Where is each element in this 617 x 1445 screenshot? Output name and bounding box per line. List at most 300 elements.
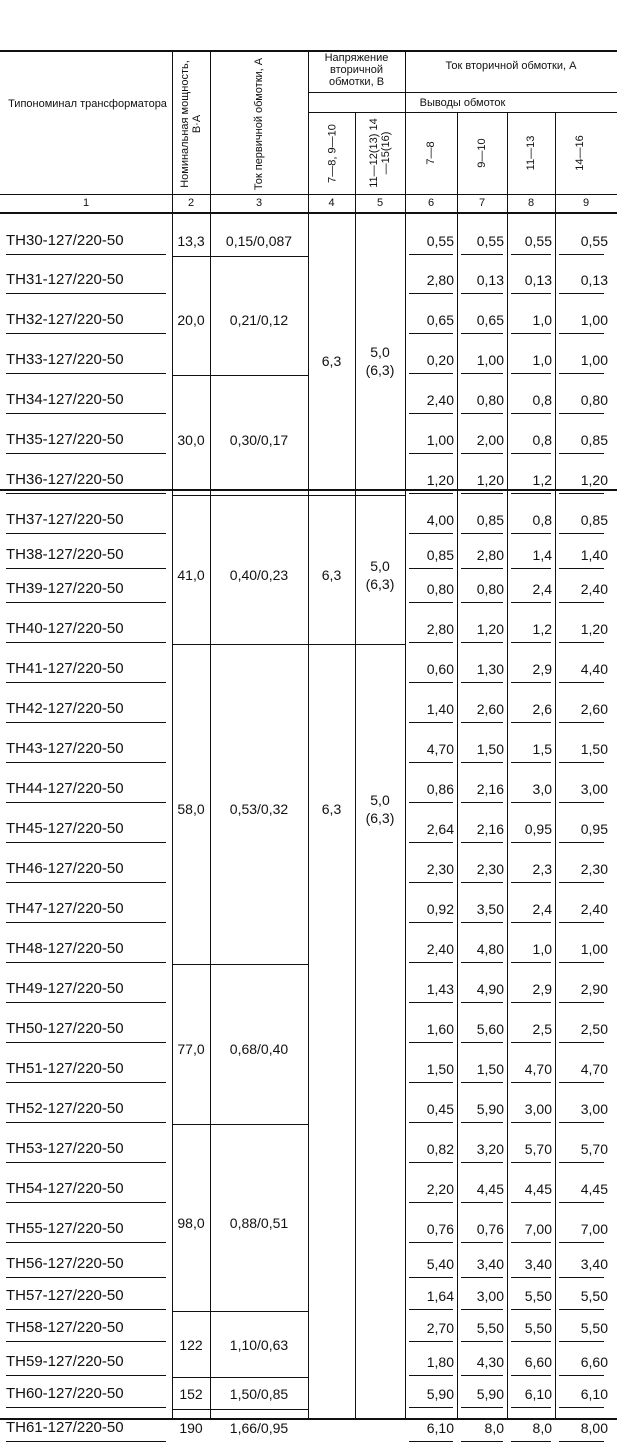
group-primary-current: 0,30/0,17 — [229, 432, 289, 448]
row-cell-rule — [409, 1277, 453, 1278]
row-cell-rule — [461, 293, 503, 294]
row-underline — [6, 293, 166, 294]
row-current-col9: 2,30 — [580, 861, 608, 877]
row-current-col7: 0,80 — [476, 392, 504, 408]
row-current-col7: 1,00 — [476, 352, 504, 368]
terminal-pair-8: 11—13 — [525, 135, 537, 171]
row-current-col8: 5,70 — [524, 1141, 552, 1157]
row-current-col9: 4,40 — [580, 661, 608, 677]
row-current-col9: 0,85 — [580, 512, 608, 528]
row-type-name: ТН51-127/220-50 — [6, 1060, 124, 1077]
row-cell-rule — [461, 1309, 503, 1310]
row-current-col7: 0,85 — [476, 512, 504, 528]
row-current-col9: 6,10 — [580, 1386, 608, 1402]
group-primary-current: 0,40/0,23 — [229, 566, 289, 583]
row-current-col6: 1,64 — [426, 1288, 454, 1304]
row-cell-rule — [409, 1341, 453, 1342]
row-current-col7: 1,50 — [476, 741, 504, 757]
row-cell-rule — [511, 373, 551, 374]
row-cell-rule — [409, 1202, 453, 1203]
row-cell-rule — [511, 1002, 551, 1003]
row-type-name: ТН49-127/220-50 — [6, 980, 124, 997]
row-current-col9: 4,70 — [580, 1061, 608, 1077]
row-cell-rule — [409, 453, 453, 454]
row-type-name: ТН61-127/220-50 — [6, 1419, 124, 1436]
secondary-voltage-4: 6,3 — [321, 566, 342, 583]
row-current-col6: 2,30 — [426, 861, 454, 877]
secondary-voltage-4: 6,3 — [321, 801, 342, 817]
row-current-col8: 6,60 — [524, 1354, 552, 1370]
row-current-col8: 6,10 — [524, 1386, 552, 1402]
row-current-col9: 2,60 — [580, 701, 608, 717]
row-type-name: ТН55-127/220-50 — [6, 1220, 124, 1237]
row-underline — [6, 1309, 166, 1310]
group-separator — [172, 1311, 308, 1312]
row-current-col7: 2,30 — [476, 861, 504, 877]
type-column-header: Типономинал трансформатора — [8, 98, 167, 110]
row-cell-rule — [511, 842, 551, 843]
row-cell-rule — [461, 1002, 503, 1003]
row-cell-rule — [461, 413, 503, 414]
row-current-col6: 0,86 — [426, 781, 454, 797]
row-current-col6: 1,80 — [426, 1354, 454, 1370]
row-cell-rule — [409, 1375, 453, 1376]
row-cell-rule — [511, 1242, 551, 1243]
row-current-col7: 1,30 — [476, 661, 504, 677]
row-type-name: ТН48-127/220-50 — [6, 940, 124, 957]
row-current-col6: 1,60 — [426, 1021, 454, 1037]
row-current-col6: 2,20 — [426, 1181, 454, 1197]
row-cell-rule — [511, 254, 551, 255]
row-cell-rule — [461, 682, 503, 683]
row-current-col9: 3,00 — [580, 1101, 608, 1117]
row-cell-rule — [409, 533, 453, 534]
row-cell-rule — [511, 568, 551, 569]
row-current-col9: 1,00 — [580, 352, 608, 368]
row-cell-rule — [511, 1122, 551, 1123]
row-current-col8: 4,45 — [524, 1181, 552, 1197]
row-cell-rule — [461, 1202, 503, 1203]
row-current-col7: 5,90 — [476, 1386, 504, 1402]
terminal-pair-7: 9—10 — [476, 138, 488, 168]
row-current-col9: 5,70 — [580, 1141, 608, 1157]
row-current-col6: 0,92 — [426, 901, 454, 917]
secondary-current-header: Ток вторичной обмотки, А — [445, 60, 577, 72]
group-power: 58,0 — [177, 801, 205, 817]
row-type-name: ТН38-127/220-50 — [6, 546, 124, 563]
row-current-col8: 1,2 — [532, 472, 552, 488]
row-type-name: ТН45-127/220-50 — [6, 820, 124, 837]
row-current-col8: 0,8 — [532, 392, 552, 408]
group-separator — [172, 1124, 308, 1125]
row-underline — [6, 533, 166, 534]
row-cell-rule — [409, 1122, 453, 1123]
row-cell-rule — [409, 1002, 453, 1003]
row-current-col9: 4,45 — [580, 1181, 608, 1197]
row-cell-rule — [559, 962, 604, 963]
row-cell-rule — [461, 602, 503, 603]
row-cell-rule — [559, 373, 604, 374]
row-cell-rule — [511, 1441, 551, 1442]
row-current-col6: 0,85 — [426, 547, 454, 563]
terminal-pair-5: 11—12(13) 14—15(16) — [368, 118, 392, 188]
row-current-col8: 3,00 — [524, 1101, 552, 1117]
row-type-name: ТН39-127/220-50 — [6, 580, 124, 597]
row-current-col7: 4,90 — [476, 981, 504, 997]
row-cell-rule — [409, 568, 453, 569]
row-cell-rule — [559, 1242, 604, 1243]
column-number-1: 1 — [82, 197, 90, 209]
row-cell-rule — [511, 1277, 551, 1278]
row-cell-rule — [409, 333, 453, 334]
row-current-col7: 5,60 — [476, 1021, 504, 1037]
terminal-pair-9: 14—16 — [574, 135, 586, 171]
row-type-name: ТН34-127/220-50 — [6, 391, 124, 408]
row-cell-rule — [559, 1277, 604, 1278]
row-current-col9: 0,80 — [580, 392, 608, 408]
row-cell-rule — [409, 1441, 453, 1442]
row-type-name: ТН37-127/220-50 — [6, 511, 124, 528]
row-current-col6: 1,50 — [426, 1061, 454, 1077]
row-current-col6: 2,64 — [426, 821, 454, 837]
row-cell-rule — [559, 1202, 604, 1203]
row-underline — [6, 1202, 166, 1203]
row-underline — [6, 1042, 166, 1043]
row-cell-rule — [409, 882, 453, 883]
group-primary-current: 0,21/0,12 — [229, 312, 289, 328]
row-cell-rule — [559, 1407, 604, 1408]
row-current-col6: 4,70 — [426, 741, 454, 757]
group-primary-current: 0,68/0,40 — [229, 1041, 289, 1057]
group-separator — [172, 1409, 308, 1410]
row-cell-rule — [559, 453, 604, 454]
row-underline — [6, 1242, 166, 1243]
row-cell-rule — [559, 762, 604, 763]
row-cell-rule — [461, 254, 503, 255]
row-type-name: ТН47-127/220-50 — [6, 900, 124, 917]
row-current-col8: 2,6 — [532, 701, 552, 717]
row-underline — [6, 1441, 166, 1442]
row-cell-rule — [409, 1082, 453, 1083]
row-cell-rule — [511, 1341, 551, 1342]
group-power: 20,0 — [177, 312, 205, 328]
row-type-name: ТН44-127/220-50 — [6, 780, 124, 797]
row-underline — [6, 1162, 166, 1163]
row-cell-rule — [461, 1122, 503, 1123]
row-type-name: ТН35-127/220-50 — [6, 431, 124, 448]
secondary-voltage-5-alt: (6,3) — [365, 575, 395, 592]
group-separator — [172, 256, 308, 257]
terminal-pair-6: 7—8 — [425, 141, 437, 165]
row-current-col6: 0,45 — [426, 1101, 454, 1117]
row-cell-rule — [511, 922, 551, 923]
row-current-col9: 1,50 — [580, 741, 608, 757]
row-cell-rule — [559, 1341, 604, 1342]
group-separator — [172, 644, 308, 645]
row-current-col7: 3,40 — [476, 1256, 504, 1272]
row-cell-rule — [511, 533, 551, 534]
row-current-col8: 3,0 — [532, 781, 552, 797]
row-cell-rule — [409, 962, 453, 963]
row-cell-rule — [559, 413, 604, 414]
column-number-3: 3 — [255, 197, 263, 209]
row-underline — [6, 493, 166, 494]
row-current-col6: 2,40 — [426, 941, 454, 957]
row-current-col8: 0,55 — [524, 233, 552, 249]
secondary-voltage-5: 5,0 — [370, 557, 390, 574]
terminals-header: Выводы обмоток — [419, 97, 506, 109]
row-current-col8: 2,9 — [532, 661, 552, 677]
row-underline — [6, 1122, 166, 1123]
row-current-col6: 2,40 — [426, 392, 454, 408]
row-current-col8: 5,50 — [524, 1288, 552, 1304]
group-primary-current: 1,10/0,63 — [229, 1337, 289, 1353]
row-current-col8: 2,4 — [532, 581, 552, 597]
row-current-col6: 0,55 — [426, 233, 454, 249]
row-cell-rule — [409, 1309, 453, 1310]
row-current-col7: 3,50 — [476, 901, 504, 917]
row-cell-rule — [559, 333, 604, 334]
row-cell-rule — [511, 1082, 551, 1083]
row-cell-rule — [511, 1202, 551, 1203]
row-current-col9: 5,50 — [580, 1288, 608, 1304]
row-current-col8: 8,0 — [532, 1420, 552, 1436]
row-underline — [6, 1082, 166, 1083]
row-current-col9: 2,40 — [580, 901, 608, 917]
row-cell-rule — [409, 373, 453, 374]
row-cell-rule — [409, 254, 453, 255]
terminal-pair-4: 7—8, 9—10 — [325, 123, 338, 183]
row-cell-rule — [409, 602, 453, 603]
column-number-2: 2 — [187, 197, 195, 209]
row-cell-rule — [409, 493, 453, 494]
row-current-col7: 2,16 — [476, 781, 504, 797]
row-underline — [6, 254, 166, 255]
row-cell-rule — [511, 293, 551, 294]
row-current-col7: 4,45 — [476, 1181, 504, 1197]
row-cell-rule — [461, 642, 503, 643]
row-current-col8: 1,2 — [532, 621, 552, 637]
group-power: 98,0 — [177, 1214, 205, 1231]
row-cell-rule — [461, 842, 503, 843]
row-cell-rule — [511, 962, 551, 963]
row-cell-rule — [511, 642, 551, 643]
column-border-4 — [355, 112, 356, 1418]
secondary-voltage-4: 6,3 — [321, 352, 342, 369]
row-current-col9: 0,13 — [580, 272, 608, 288]
row-current-col6: 1,43 — [426, 981, 454, 997]
row-cell-rule — [559, 602, 604, 603]
row-cell-rule — [559, 682, 604, 683]
row-cell-rule — [559, 568, 604, 569]
group-primary-current: 1,66/0,95 — [229, 1420, 289, 1436]
column-number-7: 7 — [478, 197, 486, 209]
row-current-col8: 4,70 — [524, 1061, 552, 1077]
row-underline — [6, 962, 166, 963]
row-cell-rule — [409, 1162, 453, 1163]
row-cell-rule — [559, 882, 604, 883]
row-cell-rule — [461, 533, 503, 534]
row-cell-rule — [461, 1082, 503, 1083]
row-cell-rule — [461, 568, 503, 569]
row-underline — [6, 762, 166, 763]
column-number-5: 5 — [376, 197, 384, 209]
row-type-name: ТН60-127/220-50 — [6, 1385, 124, 1402]
row-cell-rule — [511, 333, 551, 334]
row-current-col7: 0,55 — [476, 233, 504, 249]
row-current-col9: 0,55 — [580, 233, 608, 249]
row-type-name: ТН42-127/220-50 — [6, 700, 124, 717]
row-cell-rule — [511, 1162, 551, 1163]
row-underline — [6, 373, 166, 374]
row-current-col9: 3,00 — [580, 781, 608, 797]
row-current-col6: 0,80 — [426, 581, 454, 597]
row-underline — [6, 922, 166, 923]
row-underline — [6, 333, 166, 334]
row-cell-rule — [461, 1242, 503, 1243]
row-underline — [6, 413, 166, 414]
row-current-col6: 2,80 — [426, 272, 454, 288]
row-current-col8: 2,3 — [532, 861, 552, 877]
column-border-3 — [308, 50, 309, 1418]
row-cell-rule — [559, 1441, 604, 1442]
row-cell-rule — [559, 533, 604, 534]
row-current-col7: 1,50 — [476, 1061, 504, 1077]
row-current-col9: 1,20 — [580, 472, 608, 488]
group-separator — [172, 375, 308, 376]
row-underline — [6, 602, 166, 603]
group-primary-current: 0,88/0,51 — [229, 1214, 289, 1231]
row-current-col8: 0,13 — [524, 272, 552, 288]
row-underline — [6, 1407, 166, 1408]
row-cell-rule — [461, 1375, 503, 1376]
row-current-col6: 2,80 — [426, 621, 454, 637]
row-current-col6: 5,90 — [426, 1386, 454, 1402]
row-current-col8: 1,0 — [532, 312, 552, 328]
row-cell-rule — [511, 602, 551, 603]
group-power: 122 — [179, 1337, 203, 1353]
row-current-col6: 4,00 — [426, 512, 454, 528]
row-type-name: ТН30-127/220-50 — [6, 232, 124, 249]
row-cell-rule — [559, 293, 604, 294]
row-cell-rule — [461, 1162, 503, 1163]
row-cell-rule — [559, 922, 604, 923]
secondary-voltage-header: Напряжение вторичной обмотки, В — [324, 52, 389, 88]
row-current-col9: 1,40 — [580, 547, 608, 563]
row-cell-rule — [511, 413, 551, 414]
row-current-col7: 2,80 — [476, 547, 504, 563]
row-type-name: ТН57-127/220-50 — [6, 1287, 124, 1304]
row-type-name: ТН33-127/220-50 — [6, 351, 124, 368]
row-current-col9: 8,00 — [580, 1420, 608, 1436]
row-current-col7: 4,80 — [476, 941, 504, 957]
row-current-col9: 1,20 — [580, 621, 608, 637]
row-type-name: ТН54-127/220-50 — [6, 1180, 124, 1197]
primary-current-column-header: Ток первичной обмотки, А — [253, 57, 265, 191]
row-cell-rule — [409, 293, 453, 294]
row-underline — [6, 1341, 166, 1342]
row-current-col7: 0,65 — [476, 312, 504, 328]
row-current-col9: 2,40 — [580, 581, 608, 597]
row-underline — [6, 642, 166, 643]
row-underline — [6, 802, 166, 803]
column-number-9: 9 — [582, 197, 590, 209]
row-current-col9: 2,50 — [580, 1021, 608, 1037]
power-column-header: Номинальная мощность, В·А — [179, 60, 203, 188]
row-current-col9: 6,60 — [580, 1354, 608, 1370]
row-type-name: ТН36-127/220-50 — [6, 471, 124, 488]
row-cell-rule — [559, 1309, 604, 1310]
column-number-6: 6 — [427, 197, 435, 209]
row-underline — [6, 453, 166, 454]
row-cell-rule — [461, 1042, 503, 1043]
row-cell-rule — [511, 1309, 551, 1310]
group-power: 30,0 — [177, 432, 205, 448]
row-type-name: ТН46-127/220-50 — [6, 860, 124, 877]
group-power: 152 — [179, 1386, 203, 1402]
row-cell-rule — [461, 1341, 503, 1342]
voltage-block-separator — [308, 644, 405, 645]
row-current-col9: 1,00 — [580, 941, 608, 957]
row-underline — [6, 842, 166, 843]
row-current-col8: 0,8 — [532, 432, 552, 448]
row-current-col9: 0,95 — [580, 821, 608, 837]
row-cell-rule — [511, 493, 551, 494]
row-cell-rule — [461, 453, 503, 454]
row-current-col6: 0,20 — [426, 352, 454, 368]
group-power: 190 — [179, 1420, 203, 1436]
row-cell-rule — [559, 254, 604, 255]
row-current-col8: 2,9 — [532, 981, 552, 997]
row-type-name: ТН53-127/220-50 — [6, 1140, 124, 1157]
row-current-col8: 2,5 — [532, 1021, 552, 1037]
row-underline — [6, 722, 166, 723]
row-current-col7: 3,20 — [476, 1141, 504, 1157]
row-cell-rule — [559, 1082, 604, 1083]
row-current-col8: 7,00 — [524, 1221, 552, 1237]
group-power: 77,0 — [177, 1041, 205, 1057]
row-cell-rule — [409, 762, 453, 763]
row-type-name: ТН50-127/220-50 — [6, 1020, 124, 1037]
row-cell-rule — [559, 493, 604, 494]
row-cell-rule — [559, 722, 604, 723]
row-type-name: ТН43-127/220-50 — [6, 740, 124, 757]
row-cell-rule — [409, 922, 453, 923]
row-cell-rule — [409, 682, 453, 683]
row-current-col7: 0,80 — [476, 581, 504, 597]
row-underline — [6, 882, 166, 883]
row-current-col8: 1,0 — [532, 352, 552, 368]
row-current-col6: 0,60 — [426, 661, 454, 677]
row-cell-rule — [409, 842, 453, 843]
row-cell-rule — [511, 1042, 551, 1043]
column-number-4: 4 — [328, 197, 335, 209]
row-cell-rule — [511, 682, 551, 683]
row-cell-rule — [409, 802, 453, 803]
row-type-name: ТН58-127/220-50 — [6, 1319, 124, 1336]
row-current-col7: 0,76 — [476, 1221, 504, 1237]
row-cell-rule — [409, 1242, 453, 1243]
row-cell-rule — [461, 802, 503, 803]
row-current-col6: 6,10 — [426, 1420, 454, 1436]
group-primary-current: 0,15/0,087 — [225, 233, 293, 249]
row-cell-rule — [559, 1002, 604, 1003]
voltage-current-header-rule — [308, 92, 617, 93]
row-current-col8: 1,4 — [532, 547, 552, 563]
row-cell-rule — [461, 882, 503, 883]
row-cell-rule — [461, 1407, 503, 1408]
row-underline — [6, 1375, 166, 1376]
